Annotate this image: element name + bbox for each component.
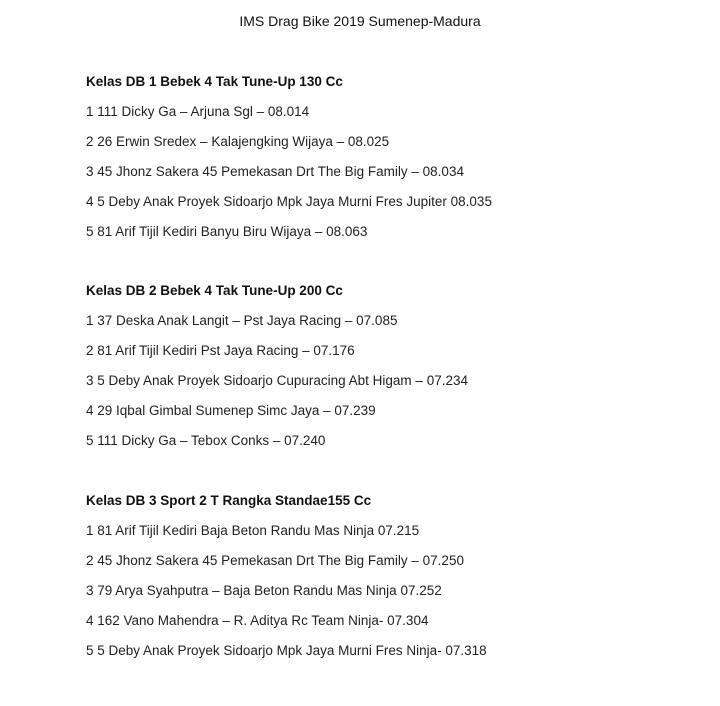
result-entry: 4 5 Deby Anak Proyek Sidoarjo Mpk Jaya Murni Fres Jupiter 08.035	[86, 194, 492, 209]
race-class-db1	[86, 73, 706, 253]
class-heading: Kelas DB 1 Bebek 4 Tak Tune-Up 130 Cc	[86, 74, 343, 89]
result-entry: 3 5 Deby Anak Proyek Sidoarjo Cupuracing Abt Higam – 07.234	[86, 373, 468, 388]
race-class-db3	[86, 492, 706, 672]
result-entry: 5 5 Deby Anak Proyek Sidoarjo Mpk Jaya Murni Fres Ninja- 07.318	[86, 643, 487, 658]
result-entry: 5 111 Dicky Ga – Tebox Conks – 07.240	[86, 433, 326, 448]
result-entry: 1 81 Arif Tijil Kediri Baja Beton Randu Mas Ninja 07.215	[86, 523, 420, 538]
result-entry: 2 45 Jhonz Sakera 45 Pemekasan Drt The Big Family – 07.250	[86, 553, 464, 568]
result-entry: 2 81 Arif Tijil Kediri Pst Jaya Racing – 07.176	[86, 343, 355, 358]
result-entry: 4 29 Iqbal Gimbal Sumenep Simc Jaya – 07.239	[86, 403, 376, 418]
result-entry: 5 81 Arif Tijil Kediri Banyu Biru Wijaya – 08.063	[86, 224, 368, 239]
result-entry: 1 111 Dicky Ga – Arjuna Sgl – 08.014	[86, 104, 310, 119]
result-entry: 1 37 Deska Anak Langit – Pst Jaya Racing – 07.085	[86, 313, 398, 328]
result-entry: 4 162 Vano Mahendra – R. Aditya Rc Team Ninja- 07.304	[86, 613, 429, 628]
race-class-db2	[86, 282, 706, 462]
page-title: IMS Drag Bike 2019 Sumenep-Madura	[239, 13, 481, 29]
result-entry: 2 26 Erwin Sredex – Kalajengking Wijaya – 08.025	[86, 134, 390, 149]
result-entry: 3 45 Jhonz Sakera 45 Pemekasan Drt The Big Family – 08.034	[86, 164, 464, 179]
result-entry: 3 79 Arya Syahputra – Baja Beton Randu Mas Ninja 07.252	[86, 583, 442, 598]
class-heading: Kelas DB 2 Bebek 4 Tak Tune-Up 200 Cc	[86, 283, 343, 298]
class-heading: Kelas DB 3 Sport 2 T Rangka Standae155 Cc	[86, 493, 372, 508]
